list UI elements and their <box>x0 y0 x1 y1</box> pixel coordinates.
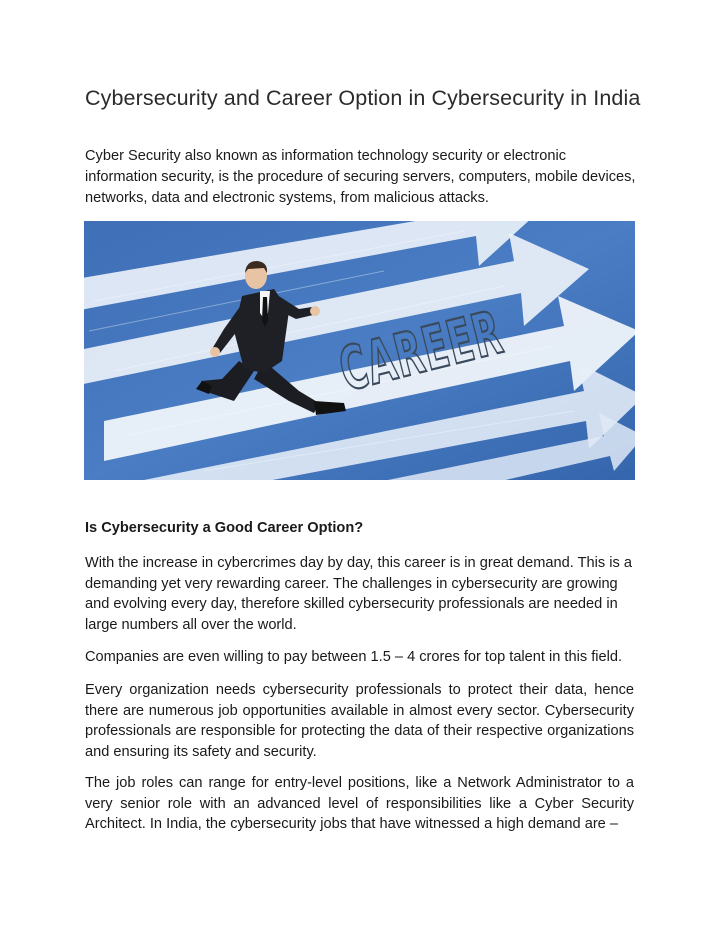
intro-paragraph: Cyber Security also known as information technology security or electronic information security, is the procedure of securing servers, computers, mobile devices, networks, data and electronic systems, from malicious attacks. <box>85 148 636 206</box>
body-paragraph-salary: Companies are even willing to pay between 1.5 – 4 crores for top talent in this field. <box>85 649 623 665</box>
body-paragraph-opportunities: Every organization needs cybersecurity professionals to protect their data, hence there are numerous job opportunities available in almost every sector. Cybersecurity professionals are responsible for protecting the data of their respective organizations and ensuring its safety and security. <box>85 682 634 760</box>
career-hero-image <box>84 221 635 480</box>
section-heading: Is Cybersecurity a Good Career Option? <box>85 520 364 536</box>
svg-text:CAREER: CAREER <box>332 270 619 406</box>
body-paragraph-demand: With the increase in cybercrimes day by day, this career is in great demand. This is a demanding yet very rewarding career. The challenges in cybersecurity are growing and evolving every day, therefore skilled cybersecurity professionals are needed in large numbers all over the world. <box>85 555 632 633</box>
body-paragraph-job-roles: The job roles can range for entry-level positions, like a Network Administrator to a very senior role with an advanced level of responsibilities like a Cyber Security Architect. In India, the cybersecurity jobs that have witnessed a high demand are – <box>85 775 634 833</box>
page-title: Cybersecurity and Career Option in Cybersecurity in India <box>85 86 641 110</box>
